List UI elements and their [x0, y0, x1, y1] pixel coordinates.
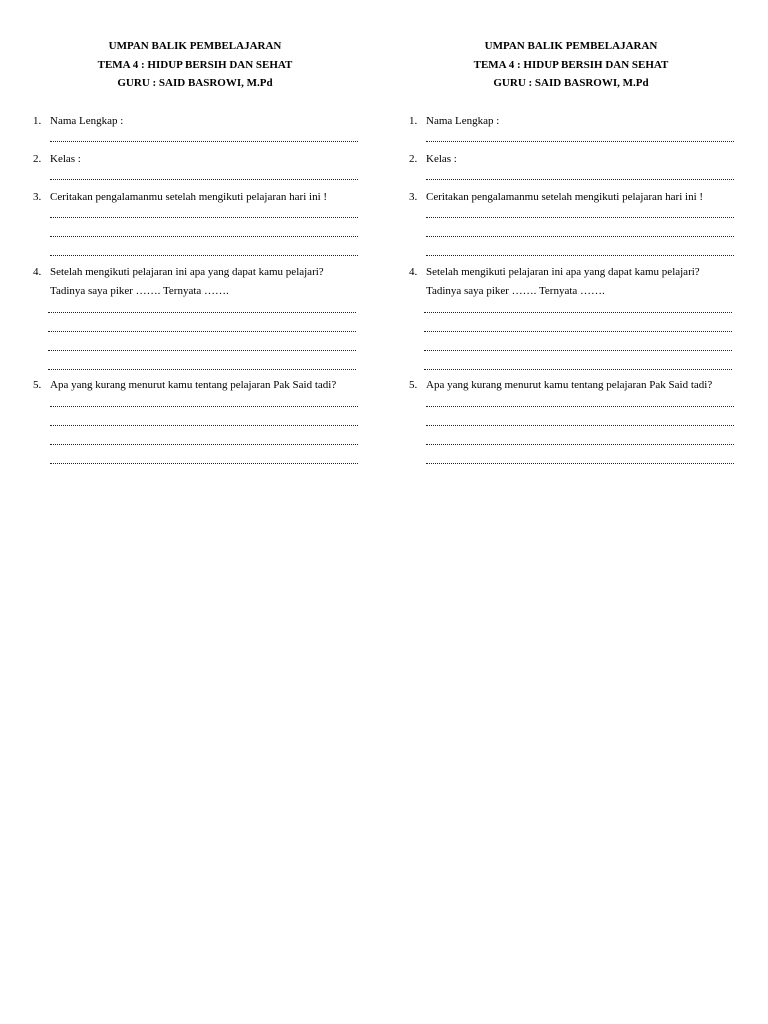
- question-subtext: Tadinya saya piker ……. Ternyata …….: [426, 285, 605, 297]
- question-text: Apa yang kurang menurut kamu tentang pelajaran Pak Said tadi?: [426, 379, 713, 391]
- form-title: UMPAN BALIK PEMBELAJARAN: [108, 40, 282, 52]
- answer-line[interactable]: [50, 444, 358, 446]
- form-header: [406, 37, 736, 93]
- question-text: Ceritakan pengalamanmu setelah mengikuti pelajaran hari ini !: [50, 191, 328, 203]
- form-theme: TEMA 4 : HIDUP BERSIH DAN SEHAT: [97, 58, 293, 71]
- answer-line[interactable]: [50, 425, 358, 427]
- answer-line[interactable]: [50, 463, 358, 465]
- answer-line[interactable]: [426, 255, 734, 257]
- question-text: Nama Lengkap :: [426, 115, 500, 127]
- question-number: 5.: [409, 379, 418, 391]
- question-number: 2.: [33, 153, 42, 165]
- question-number: 3.: [33, 191, 42, 203]
- form-title: UMPAN BALIK PEMBELAJARAN: [484, 40, 658, 52]
- answer-line[interactable]: [426, 179, 734, 181]
- answer-line[interactable]: [48, 312, 356, 314]
- answer-line[interactable]: [426, 217, 734, 219]
- answer-line[interactable]: [48, 331, 356, 333]
- question-number: 5.: [33, 379, 42, 391]
- answer-line[interactable]: [424, 331, 732, 333]
- question-text: Apa yang kurang menurut kamu tentang pelajaran Pak Said tadi?: [50, 379, 337, 391]
- answer-line[interactable]: [48, 350, 356, 352]
- answer-line[interactable]: [426, 425, 734, 427]
- form-theme: TEMA 4 : HIDUP BERSIH DAN SEHAT: [473, 58, 669, 71]
- answer-line[interactable]: [48, 369, 356, 371]
- answer-line[interactable]: [50, 236, 358, 238]
- question-text: Nama Lengkap :: [50, 115, 124, 127]
- question-number: 4.: [33, 266, 42, 278]
- question-text: Kelas :: [426, 153, 457, 165]
- answer-line[interactable]: [426, 141, 734, 143]
- answer-line[interactable]: [426, 444, 734, 446]
- question-text: Kelas :: [50, 153, 81, 165]
- question-text: Ceritakan pengalamanmu setelah mengikuti pelajaran hari ini !: [426, 191, 704, 203]
- answer-line[interactable]: [424, 312, 732, 314]
- answer-line[interactable]: [50, 141, 358, 143]
- answer-line[interactable]: [424, 350, 732, 352]
- answer-line[interactable]: [426, 406, 734, 408]
- answer-line[interactable]: [50, 179, 358, 181]
- question-number: 4.: [409, 266, 418, 278]
- question-number: 3.: [409, 191, 418, 203]
- question-number: 2.: [409, 153, 418, 165]
- question-subtext: Tadinya saya piker ……. Ternyata …….: [50, 285, 229, 297]
- answer-line[interactable]: [424, 369, 732, 371]
- question-number: 1.: [33, 115, 42, 127]
- feedback-form-left: [30, 0, 360, 480]
- question-number: 1.: [409, 115, 418, 127]
- form-teacher: GURU : SAID BASROWI, M.Pd: [117, 77, 273, 90]
- question-text: Setelah mengikuti pelajaran ini apa yang dapat kamu pelajari?: [426, 266, 700, 278]
- answer-line[interactable]: [426, 463, 734, 465]
- answer-line[interactable]: [50, 255, 358, 257]
- form-teacher: GURU : SAID BASROWI, M.Pd: [493, 77, 649, 90]
- feedback-form-right: [406, 0, 736, 480]
- answer-line[interactable]: [50, 406, 358, 408]
- answer-line[interactable]: [426, 236, 734, 238]
- form-header: [30, 37, 360, 93]
- answer-line[interactable]: [50, 217, 358, 219]
- question-text: Setelah mengikuti pelajaran ini apa yang dapat kamu pelajari?: [50, 266, 324, 278]
